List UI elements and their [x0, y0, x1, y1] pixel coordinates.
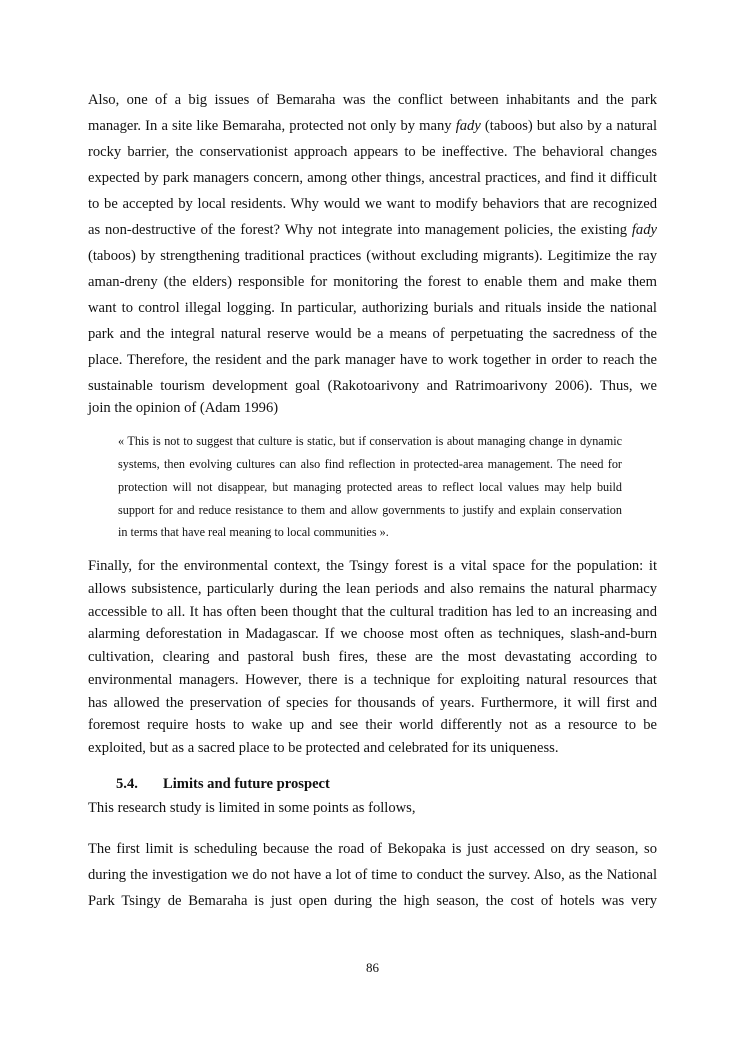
text-line: accessible to all. It has often been thought that the cultural tradition has led to an increasing and	[88, 603, 657, 620]
page-number: 86	[366, 960, 379, 975]
quote-line: « This is not to suggest that culture is static, but if conservation is about managing change in dynamic	[118, 434, 622, 448]
section-number: 5.4.	[116, 776, 138, 792]
text-span: manager. In a site like Bemaraha, protected not only by many	[88, 118, 456, 134]
text-line: alarming deforestation in Madagascar. If we choose most often as techniques, slash-and-burn	[88, 626, 657, 643]
quote-line: in terms that have real meaning to local communities ».	[118, 525, 389, 539]
text-line: exploited, but as a sacred place to be protected and celebrated for its uniqueness.	[88, 740, 559, 756]
text-line: The first limit is scheduling because the road of Bekopaka is just accessed on dry season, so	[88, 841, 657, 857]
section-title: Limits and future prospect	[163, 776, 330, 792]
text-line: want to control illegal logging. In particular, authorizing burials and rituals inside the national	[88, 300, 657, 316]
text-line: environmental managers. However, there is a technique for exploiting natural resources that	[88, 671, 657, 688]
text-line: park and the integral natural reserve would be a means of perpetuating the sacredness of the	[88, 326, 657, 342]
italic-term: fady	[455, 118, 481, 134]
text-span: as non-destructive of the forest? Why not integrate into management policies, the existing	[88, 222, 632, 238]
text-line: place. Therefore, the resident and the park manager have to work together in order to reach the	[88, 352, 657, 368]
text-line: (taboos) by strengthening traditional practices (without excluding migrants). Legitimize the ray	[88, 248, 657, 264]
text-span: (taboos) but also by a natural	[480, 118, 657, 134]
quote-line: systems, then evolving cultures can also find reflection in protected-area management. The need for	[118, 457, 622, 471]
text-line: Also, one of a big issues of Bemaraha was the conflict between inhabitants and the park	[88, 92, 657, 108]
quote-line: support for and reduce resistance to them and allow governments to justify and explain conservation	[118, 503, 622, 517]
italic-term: fady	[631, 222, 657, 238]
text-line: join the opinion of (Adam 1996)	[88, 400, 279, 416]
text-line: cultivation, clearing and pastoral bush fires, these are the most devastating according to	[88, 649, 657, 665]
text-line	[88, 221, 657, 239]
text-line: aman-dreny (the elders) responsible for monitoring the forest to enable them and make them	[88, 274, 657, 290]
text-line: to be accepted by local residents. Why would we want to modify behaviors that are recognized	[88, 196, 657, 212]
text-line: allows subsistence, particularly during the lean periods and also remains the natural pharmacy	[88, 580, 657, 597]
intro-line: This research study is limited in some points as follows,	[88, 800, 416, 816]
text-line: Finally, for the environmental context, the Tsingy forest is a vital space for the population: it	[88, 558, 657, 574]
text-line	[88, 117, 657, 135]
text-line: during the investigation we do not have a lot of time to conduct the survey. Also, as the National	[88, 867, 657, 883]
text-line: foremost require hosts to wake up and see their world differently not as a resource to be	[88, 717, 657, 734]
text-line: sustainable tourism development goal (Rakotoarivony and Ratrimoarivony 2006). Thus, we	[88, 378, 657, 394]
text-line: Park Tsingy de Bemaraha is just open during the high season, the cost of hotels was very	[88, 893, 657, 909]
text-line: rocky barrier, the conservationist approach appears to be ineffective. The behavioral changes	[88, 144, 657, 160]
text-line: has allowed the preservation of species for thousands of years. Furthermore, it will first and	[88, 694, 657, 711]
quote-line: protection will not disappear, but managing protected areas to reflect local values may help build	[118, 480, 622, 494]
text-line: expected by park managers concern, among other things, ancestral practices, and find it difficult	[88, 170, 657, 186]
